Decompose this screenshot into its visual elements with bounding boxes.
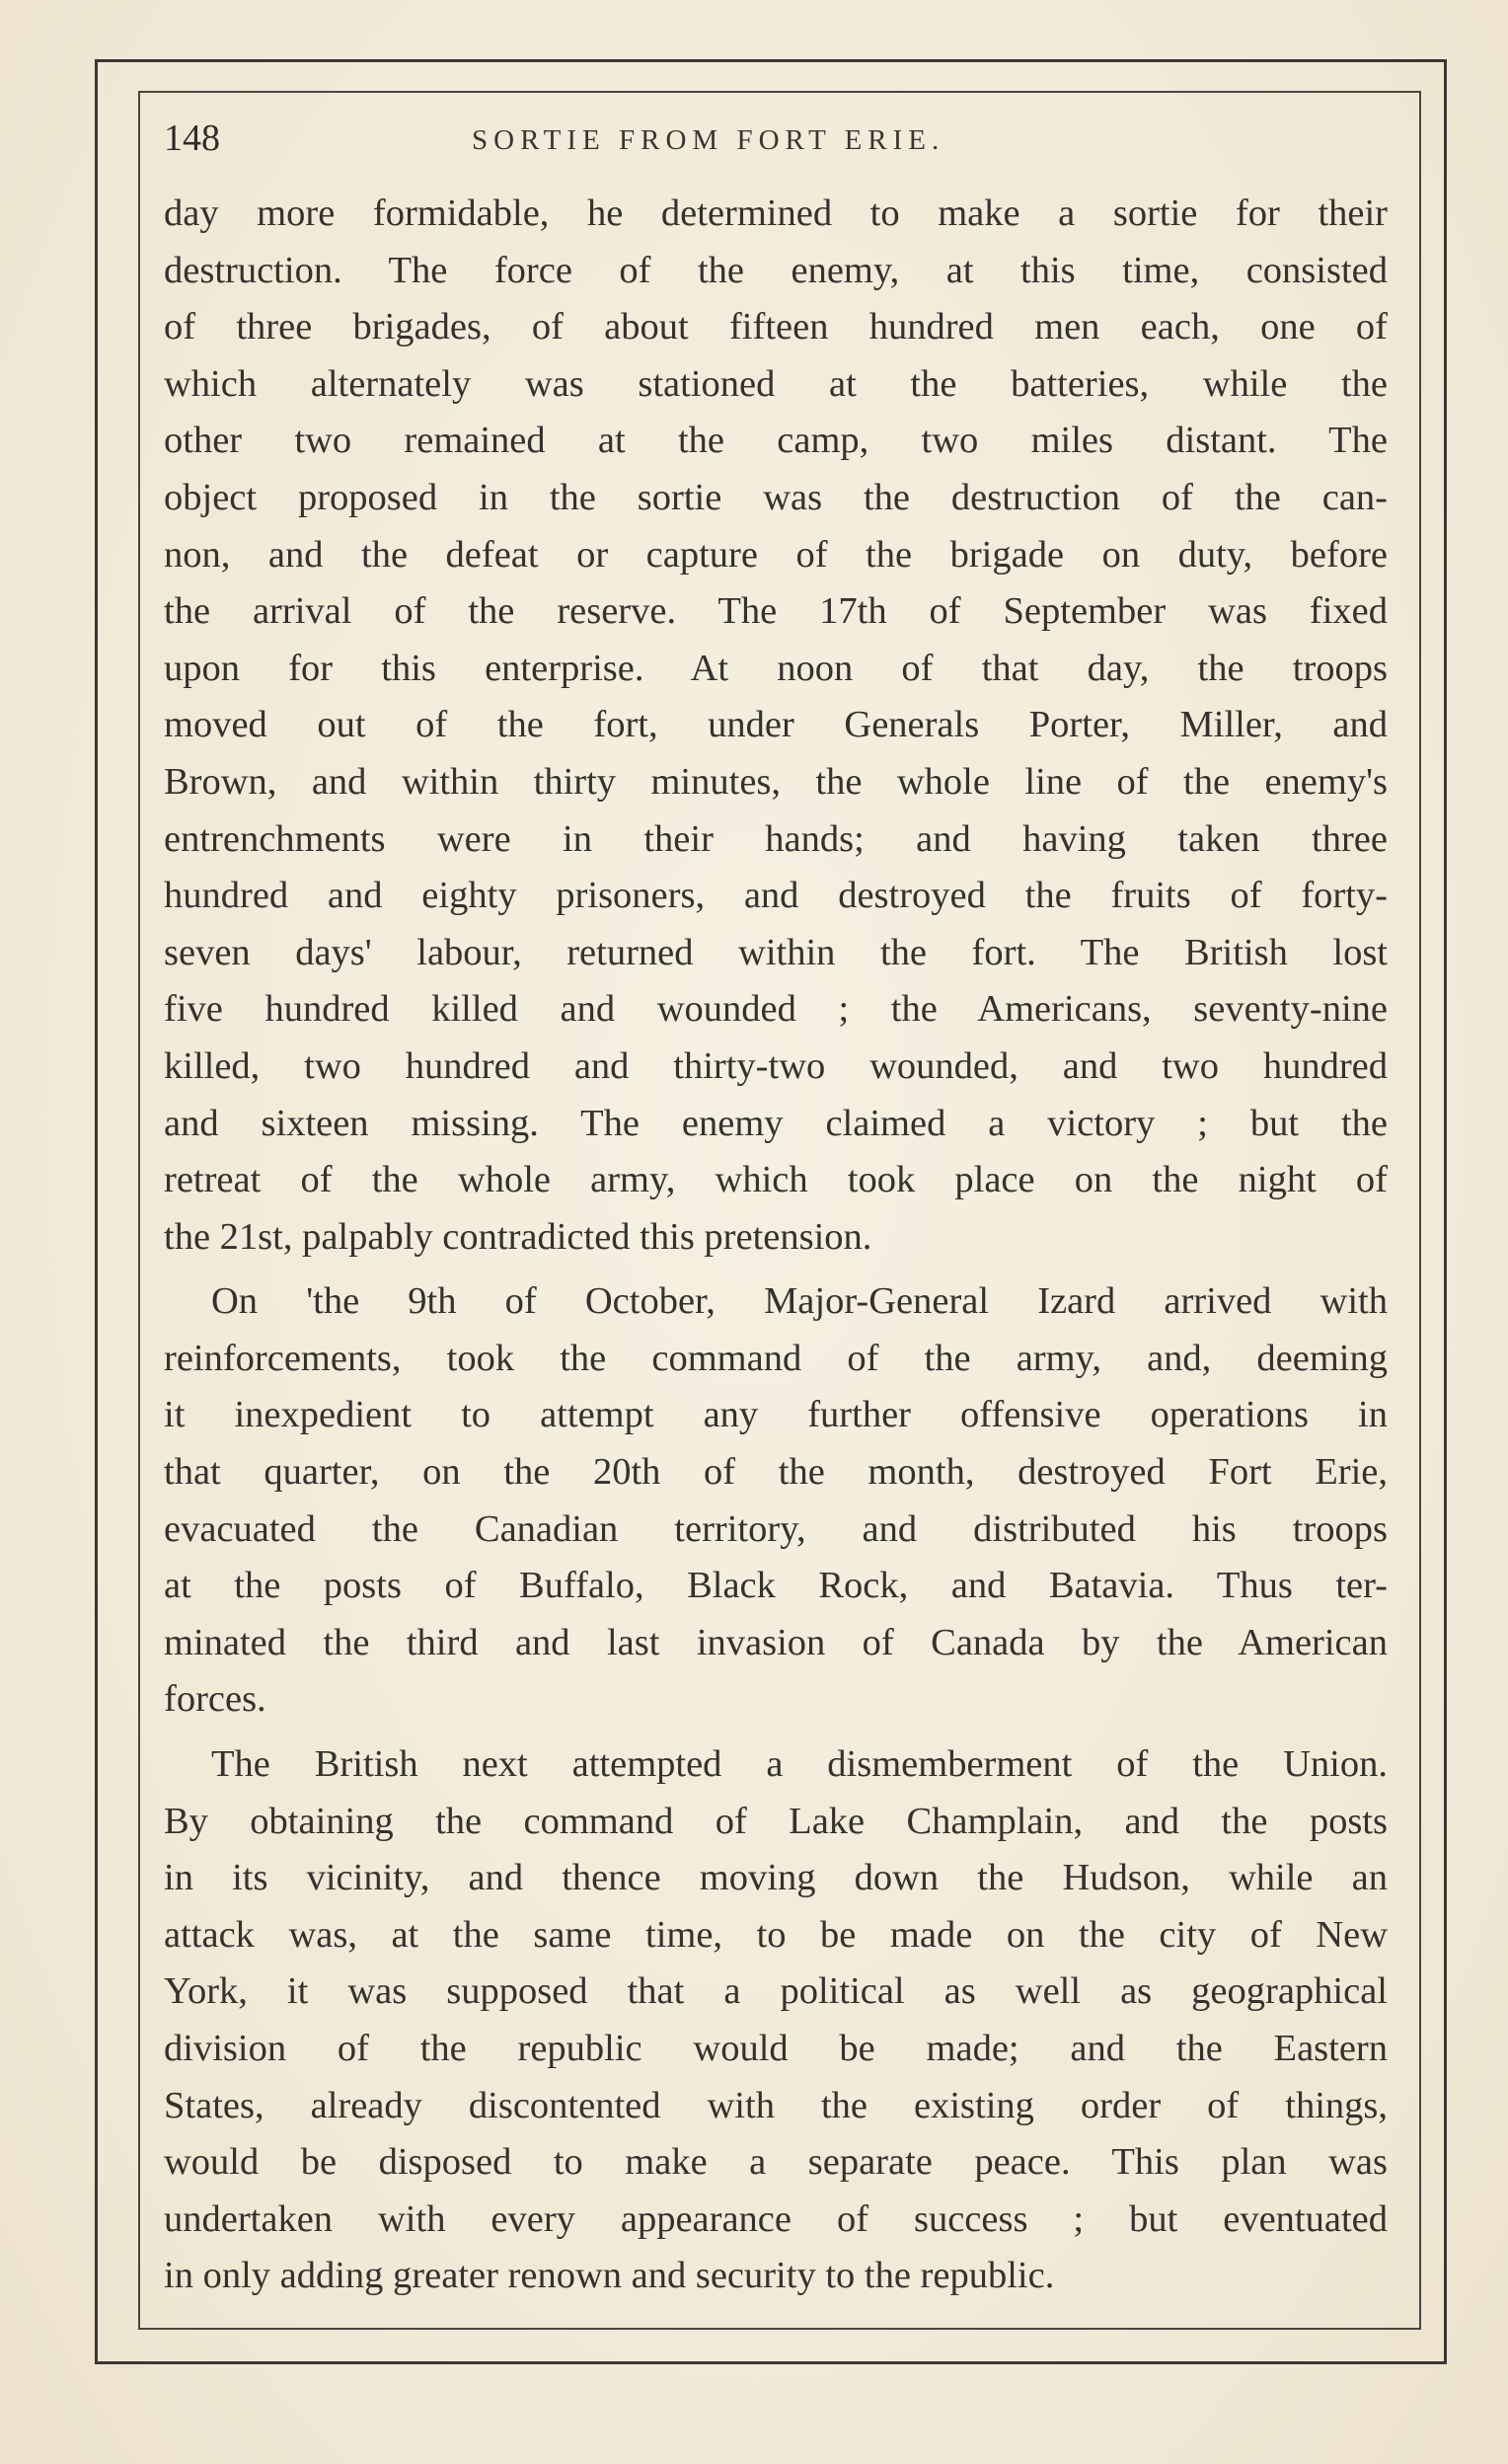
paragraph <box>164 1736 1388 2305</box>
text-line: at the posts of Buffalo, Black Rock, and Batavia. Thus ter- <box>164 1565 1388 1607</box>
text-line: States, already discontented with the existing order of things, <box>164 2084 1388 2126</box>
text-line: killed, two hundred and thirty-two wounded, and two hundred <box>164 1044 1388 1087</box>
text-line: entrenchments were in their hands; and having taken three <box>164 817 1388 860</box>
page-header <box>164 116 1388 176</box>
text-line: which alternately was stationed at the batteries, while the <box>164 362 1388 405</box>
text-line: upon for this enterprise. At noon of that day, the troops <box>164 647 1388 689</box>
paragraph-gap <box>164 1729 1388 1736</box>
text-line: attack was, at the same time, to be made on the city of New <box>164 1913 1388 1956</box>
text-line: forces. <box>164 1678 266 1721</box>
text-line: and sixteen missing. The enemy claimed a victory ; but the <box>164 1102 1388 1144</box>
body-text <box>164 186 1388 2305</box>
text-line: minated the third and last invasion of Canada by the American <box>164 1621 1388 1663</box>
text-line: five hundred killed and wounded ; the Americans, seventy-nine <box>164 988 1388 1031</box>
text-line: moved out of the fort, under Generals Porter, Miller, and <box>164 704 1388 746</box>
text-line: evacuated the Canadian territory, and distributed his troops <box>164 1507 1388 1550</box>
text-line: retreat of the whole army, which took place on the night of <box>164 1159 1388 1201</box>
paragraph-gap <box>164 1266 1388 1273</box>
text-line: the arrival of the reserve. The 17th of September was fixed <box>164 590 1388 633</box>
text-line: York, it was supposed that a political as well as geographical <box>164 1970 1388 2013</box>
text-line: in only adding greater renown and security to the republic. <box>164 2255 1055 2297</box>
text-line: it inexpedient to attempt any further offensive operations in <box>164 1394 1388 1436</box>
text-line: that quarter, on the 20th of the month, destroyed Fort Erie, <box>164 1451 1388 1494</box>
text-line: other two remained at the camp, two miles distant. The <box>164 420 1388 462</box>
text-line: the 21st, palpably contradicted this pretension. <box>164 1215 872 1258</box>
text-line: of three brigades, of about fifteen hundred men each, one of <box>164 306 1388 348</box>
running-title: SORTIE FROM FORT ERIE. <box>472 124 945 156</box>
text-line: non, and the defeat or capture of the brigade on duty, before <box>164 533 1388 576</box>
text-line: reinforcements, took the command of the army, and, deeming <box>164 1337 1388 1379</box>
text-line: object proposed in the sortie was the destruction of the can- <box>164 476 1388 518</box>
paragraph <box>164 1273 1388 1729</box>
text-line: destruction. The force of the enemy, at this time, consisted <box>164 249 1388 291</box>
text-line: division of the republic would be made; and the Eastern <box>164 2028 1388 2069</box>
text-line: day more formidable, he determined to make a sortie for their <box>164 192 1388 234</box>
text-line: The British next attempted a dismemberment of the Union. <box>211 1743 1388 1786</box>
paragraph <box>164 186 1388 1266</box>
text-line: would be disposed to make a separate peace. This plan was <box>164 2141 1388 2184</box>
text-line: Brown, and within thirty minutes, the whole line of the enemy's <box>164 760 1388 803</box>
text-line: On 'the 9th of October, Major-General Izard arrived with <box>211 1280 1388 1323</box>
page-number: 148 <box>164 117 220 159</box>
text-line: hundred and eighty prisoners, and destroyed the fruits of forty- <box>164 875 1388 917</box>
text-line: By obtaining the command of Lake Champlain, and the posts <box>164 1800 1388 1842</box>
text-line: in its vicinity, and thence moving down the Hudson, while an <box>164 1857 1388 1899</box>
text-line: seven days' labour, returned within the fort. The British lost <box>164 931 1388 973</box>
text-line: undertaken with every appearance of success ; but eventuated <box>164 2197 1388 2240</box>
